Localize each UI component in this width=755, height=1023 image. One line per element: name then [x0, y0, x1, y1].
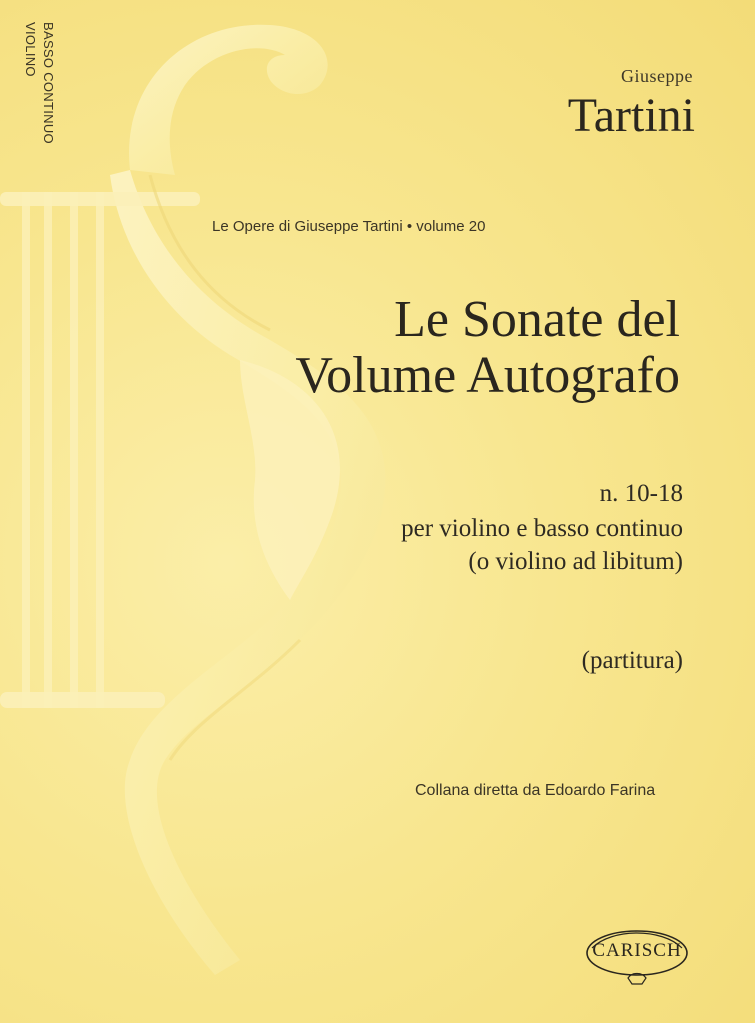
- series-line: Le Opere di Giuseppe Tartini • volume 20: [212, 218, 486, 235]
- scoring-line: per violino e basso continuo: [401, 515, 683, 542]
- side-label-continuo: BASSO CONTINUO: [41, 22, 56, 144]
- spine-label: [10, 14, 70, 204]
- alternative-scoring-line: (o violino ad libitum): [468, 548, 683, 575]
- composer-last-name: Tartini: [567, 89, 695, 142]
- carisch-logo-icon: [582, 918, 692, 988]
- sonata-numbers: n. 10-18: [599, 480, 683, 507]
- title-line-1: Le Sonate del: [394, 291, 680, 348]
- format-line: (partitura): [581, 647, 683, 674]
- title-line-2: Volume Autografo: [295, 347, 680, 404]
- composer-first-name: Giuseppe: [621, 66, 693, 86]
- editor-line: Collana diretta da Edoardo Farina: [415, 782, 656, 799]
- side-label-instrument: VIOLINO: [23, 22, 38, 77]
- book-title: [160, 292, 680, 404]
- publisher-name: CARISCH: [592, 940, 682, 961]
